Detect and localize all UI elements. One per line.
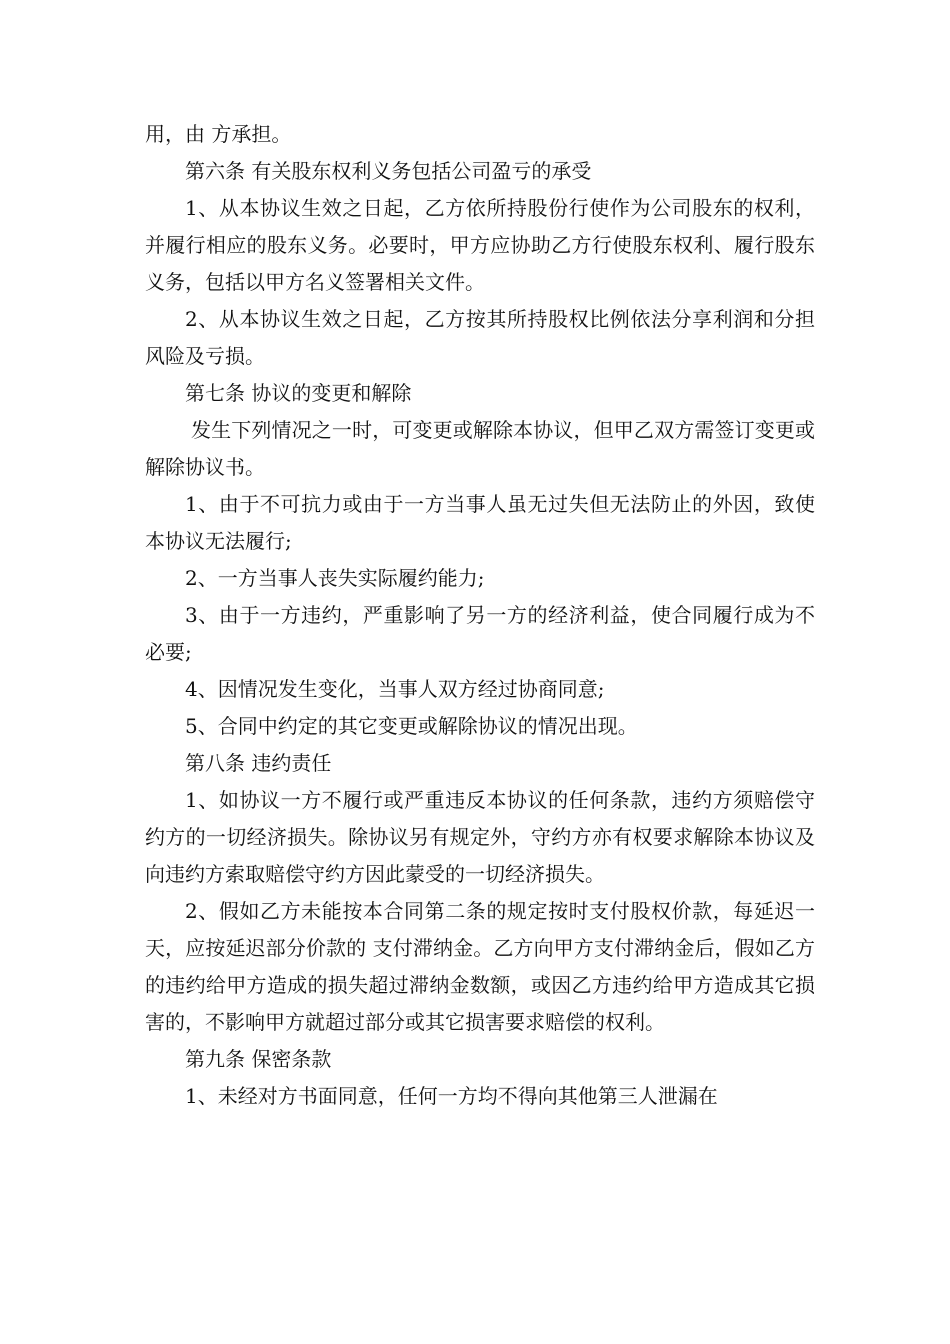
article-7-intro: 发生下列情况之一时，可变更或解除本协议，但甲乙双方需签订变更或解除协议书。 (145, 418, 815, 479)
article-7-clause-1: 1、由于不可抗力或由于一方当事人虽无过失但无法防止的外因，致使本协议无法履行; (145, 492, 815, 553)
document-body (145, 116, 815, 1115)
article-7-clause-3: 3、由于一方违约，严重影响了另一方的经济利益，使合同履行成为不必要; (145, 603, 815, 664)
article-7-heading: 第七条 协议的变更和解除 (185, 381, 412, 405)
article-6-heading: 第六条 有关股东权利义务包括公司盈亏的承受 (185, 159, 592, 183)
article-7-clause-2: 2、一方当事人丧失实际履约能力; (185, 566, 485, 590)
article-6-clause-1: 1、从本协议生效之日起，乙方依所持股份行使作为公司股东的权利，并履行相应的股东义务。必要时，甲方应协助乙方行使股东权利、履行股东义务，包括以甲方名义签署相关文件。 (145, 196, 815, 294)
article-7-clause-4: 4、因情况发生变化，当事人双方经过协商同意; (185, 677, 605, 701)
article-7-clause-5: 5、合同中约定的其它变更或解除协议的情况出现。 (185, 714, 638, 738)
paragraph-continuation: 用，由 方承担。 (145, 122, 292, 146)
article-9-clause-1: 1、未经对方书面同意，任何一方均不得向其他第三人泄漏在 (185, 1084, 718, 1108)
article-8-clause-2: 2、假如乙方未能按本合同第二条的规定按时支付股权价款，每延迟一天，应按延迟部分价款的 支付滞纳金。乙方向甲方支付滞纳金后，假如乙方的违约给甲方造成的损失超过滞纳金数额，或因乙方违约给甲方造成其它损害的，不影响甲方就超过部分或其它损害要求赔偿的权利。 (145, 899, 815, 1034)
article-6-clause-2: 2、从本协议生效之日起，乙方按其所持股权比例依法分享利润和分担风险及亏损。 (145, 307, 815, 368)
article-8-clause-1: 1、如协议一方不履行或严重违反本协议的任何条款，违约方须赔偿守约方的一切经济损失。除协议另有规定外，守约方亦有权要求解除本协议及向违约方索取赔偿守约方因此蒙受的一切经济损失。 (145, 788, 815, 886)
article-8-heading: 第八条 违约责任 (185, 751, 332, 775)
article-9-heading: 第九条 保密条款 (185, 1047, 332, 1071)
